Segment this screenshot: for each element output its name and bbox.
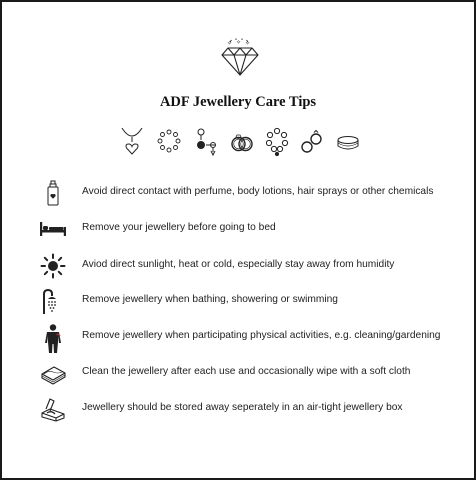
tip-item	[2, 394, 474, 424]
bangle-icon	[335, 126, 361, 158]
jewellery-box-icon	[40, 396, 66, 422]
pearl-bracelet-icon	[264, 126, 290, 158]
tip-text: Remove jewellery when bathing, showering or swimming	[82, 294, 338, 305]
bed-icon	[40, 216, 66, 242]
shower-icon	[40, 288, 66, 314]
tip-item	[2, 358, 474, 388]
tip-text: Remove jewellery when participating physical activities, e.g. cleaning/gardening	[82, 330, 441, 341]
rings-icon	[229, 126, 255, 158]
necklace-icon	[119, 126, 145, 158]
tip-text: Remove your jewellery before going to bed	[82, 222, 276, 233]
tip-item	[2, 286, 474, 316]
tip-item	[2, 178, 474, 208]
perfume-icon	[40, 180, 66, 206]
earrings-icon	[193, 126, 219, 158]
svg-text:✧: ✧	[227, 40, 233, 47]
person-icon	[40, 324, 66, 350]
svg-text:✧: ✧	[245, 40, 251, 47]
tip-text: Aviod direct sunlight, heat or cold, especially stay away from humidity	[82, 259, 395, 270]
jewellery-icons-row	[2, 126, 474, 160]
couple-rings-icon	[299, 126, 325, 158]
sun-icon	[40, 253, 66, 279]
diamond-icon	[218, 38, 262, 78]
cloth-icon	[40, 360, 66, 386]
tip-item	[2, 251, 474, 281]
bead-bracelet-icon	[156, 126, 182, 158]
tip-text: Avoid direct contact with perfume, body lotions, hair sprays or other chemicals	[82, 186, 434, 197]
svg-text:✧: ✧	[236, 39, 242, 46]
tip-item	[2, 214, 474, 244]
tip-text: Jewellery should be stored away seperately in an air-tight jewellery box	[82, 402, 403, 413]
page-title: ADF Jewellery Care Tips	[159, 94, 317, 110]
tip-item	[2, 322, 474, 352]
tip-text: Clean the jewellery after each use and occasionally wipe with a soft cloth	[82, 366, 411, 377]
